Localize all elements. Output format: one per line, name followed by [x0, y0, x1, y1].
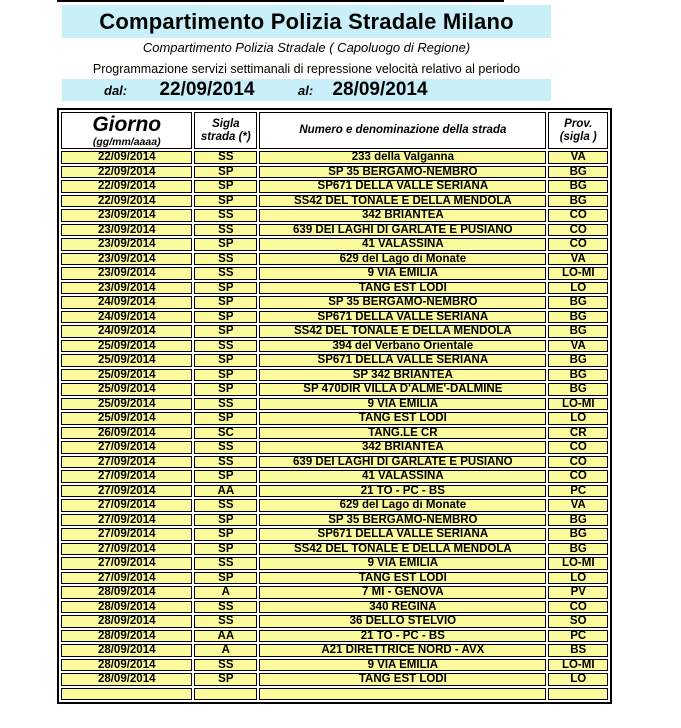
sigla-strada-cell: SS [194, 499, 257, 512]
strada-cell: TANG EST LODI [259, 572, 546, 585]
sigla-strada-cell: SS [194, 601, 257, 614]
prov-cell: LO [548, 673, 608, 686]
strada-cell: SP 35 BERGAMO-NEMBRO [259, 166, 546, 179]
table-row [61, 282, 608, 295]
strada-cell: 340 REGINA [259, 601, 546, 614]
table-row [61, 340, 608, 353]
table-row [61, 267, 608, 280]
prov-header-title: Prov. [564, 117, 593, 130]
prov-cell: LO-MI [548, 267, 608, 280]
prov-cell: CO [548, 224, 608, 237]
giorno-cell: 28/09/2014 [61, 659, 192, 672]
strada-cell: 629 del Lago di Monate [259, 253, 546, 266]
prov-cell: BG [548, 296, 608, 309]
table-row [61, 572, 608, 585]
prov-cell: CO [548, 601, 608, 614]
strada-cell: 9 VIA EMILIA [259, 557, 546, 570]
sigla-strada-cell: SP [194, 412, 257, 425]
strada-cell: SS42 DEL TONALE E DELLA MENDOLA [259, 543, 546, 556]
sigla-strada-cell: SS [194, 151, 257, 164]
prov-cell: VA [548, 151, 608, 164]
giorno-cell: 27/09/2014 [61, 572, 192, 585]
prov-cell: BG [548, 180, 608, 193]
giorno-cell: 22/09/2014 [61, 180, 192, 193]
sigla-strada-cell: SP [194, 514, 257, 527]
table-row [61, 557, 608, 570]
strada-cell: TANG EST LODI [259, 673, 546, 686]
strada-cell: A21 DIRETTRICE NORD - AVX [259, 644, 546, 657]
giorno-cell: 27/09/2014 [61, 514, 192, 527]
strada-cell: 9 VIA EMILIA [259, 267, 546, 280]
strada-cell: 629 del Lago di Monate [259, 499, 546, 512]
giorno-cell: 23/09/2014 [61, 238, 192, 251]
strada-cell: 21 TO - PC - BS [259, 630, 546, 643]
giorno-cell: 25/09/2014 [61, 369, 192, 382]
strada-cell: 639 DEI LAGHI DI GARLATE E PUSIANO [259, 224, 546, 237]
giorno-cell: 23/09/2014 [61, 282, 192, 295]
prov-cell: LO [548, 282, 608, 295]
table-row [61, 644, 608, 657]
prov-cell: LO [548, 412, 608, 425]
prov-cell: BG [548, 195, 608, 208]
strada-cell: SS42 DEL TONALE E DELLA MENDOLA [259, 195, 546, 208]
giorno-cell: 28/09/2014 [61, 673, 192, 686]
table-row [61, 601, 608, 614]
prov-cell: LO-MI [548, 659, 608, 672]
sigla-strada-cell: SP [194, 528, 257, 541]
sigla-strada-cell: SS [194, 441, 257, 454]
giorno-cell: 23/09/2014 [61, 209, 192, 222]
giorno-cell: 27/09/2014 [61, 499, 192, 512]
title-bar [62, 5, 551, 38]
giorno-header-subtitle: (gg/mm/aaaa) [92, 135, 161, 148]
column-header-prov [548, 112, 608, 149]
strada-cell: SP 342 BRIANTEA [259, 369, 546, 382]
prov-cell: CO [548, 209, 608, 222]
sigla-strada-cell: SS [194, 224, 257, 237]
sigla-strada-cell: AA [194, 485, 257, 498]
prov-cell: PV [548, 586, 608, 599]
sigla-strada-cell: SS [194, 267, 257, 280]
document-header [62, 0, 551, 101]
table-row [61, 659, 608, 672]
sigla-strada-cell [194, 688, 257, 700]
sigla-strada-cell: SP [194, 673, 257, 686]
giorno-cell: 27/09/2014 [61, 557, 192, 570]
giorno-cell: 22/09/2014 [61, 151, 192, 164]
strada-cell: SP 35 BERGAMO-NEMBRO [259, 296, 546, 309]
giorno-cell: 26/09/2014 [61, 427, 192, 440]
sigla-strada-cell: SP [194, 325, 257, 338]
strada-header-title: Numero e denominazione della strada [299, 124, 507, 136]
table-row [61, 383, 608, 396]
prov-cell [548, 688, 608, 700]
sigla-strada-cell: SP [194, 354, 257, 367]
prov-cell: BS [548, 644, 608, 657]
table-row [61, 238, 608, 251]
giorno-cell: 24/09/2014 [61, 311, 192, 324]
table-row [61, 253, 608, 266]
page-title: Compartimento Polizia Stradale Milano [99, 8, 514, 34]
giorno-cell [61, 688, 192, 700]
table-row [61, 325, 608, 338]
table-row [61, 224, 608, 237]
giorno-cell: 23/09/2014 [61, 253, 192, 266]
strada-cell: SP671 DELLA VALLE SERIANA [259, 528, 546, 541]
table-row [61, 499, 608, 512]
table-row [61, 369, 608, 382]
table-row [61, 151, 608, 164]
giorno-cell: 22/09/2014 [61, 166, 192, 179]
strada-cell: SP671 DELLA VALLE SERIANA [259, 354, 546, 367]
giorno-cell: 24/09/2014 [61, 325, 192, 338]
table-row [61, 427, 608, 440]
prov-cell: SO [548, 615, 608, 628]
giorno-cell: 27/09/2014 [61, 456, 192, 469]
giorno-cell: 27/09/2014 [61, 528, 192, 541]
table-body [61, 151, 608, 700]
sigla-strada-cell: SS [194, 615, 257, 628]
table-row [61, 209, 608, 222]
giorno-cell: 25/09/2014 [61, 383, 192, 396]
prov-cell: BG [548, 311, 608, 324]
sigla-strada-cell: A [194, 586, 257, 599]
table-row [61, 615, 608, 628]
sigla-strada-cell: SS [194, 659, 257, 672]
prov-cell: CO [548, 456, 608, 469]
sigla-strada-cell: AA [194, 630, 257, 643]
strada-cell: SP671 DELLA VALLE SERIANA [259, 180, 546, 193]
sigla-strada-cell: SP [194, 166, 257, 179]
table-row [61, 441, 608, 454]
sigla-header-subtitle: strada (*) [200, 130, 251, 143]
strada-cell: 7 MI - GENOVA [259, 586, 546, 599]
sigla-strada-cell: A [194, 644, 257, 657]
prov-cell: LO-MI [548, 557, 608, 570]
giorno-cell: 25/09/2014 [61, 340, 192, 353]
strada-cell: 342 BRIANTEA [259, 441, 546, 454]
sigla-strada-cell: SS [194, 209, 257, 222]
table-row [61, 195, 608, 208]
prov-cell: CO [548, 441, 608, 454]
table-row [61, 456, 608, 469]
sigla-strada-cell: SP [194, 311, 257, 324]
sigla-strada-cell: SP [194, 383, 257, 396]
giorno-cell: 27/09/2014 [61, 470, 192, 483]
strada-cell: SS42 DEL TONALE E DELLA MENDOLA [259, 325, 546, 338]
giorno-cell: 22/09/2014 [61, 195, 192, 208]
strada-cell: TANG.LE CR [259, 427, 546, 440]
giorno-cell: 28/09/2014 [61, 601, 192, 614]
table-row [61, 630, 608, 643]
strada-cell: SP 35 BERGAMO-NEMBRO [259, 514, 546, 527]
table-row [61, 470, 608, 483]
strada-cell: 41 VALASSINA [259, 238, 546, 251]
prov-cell: BG [548, 514, 608, 527]
table-row [61, 528, 608, 541]
prov-cell: BG [548, 166, 608, 179]
prov-cell: PC [548, 630, 608, 643]
sigla-strada-cell: SP [194, 282, 257, 295]
table-header [61, 112, 608, 149]
table-row [61, 180, 608, 193]
prov-cell: VA [548, 253, 608, 266]
sigla-strada-cell: SP [194, 195, 257, 208]
prov-cell: BG [548, 354, 608, 367]
giorno-cell: 25/09/2014 [61, 398, 192, 411]
sigla-strada-cell: SP [194, 180, 257, 193]
prov-cell: CR [548, 427, 608, 440]
prov-header-subtitle: (sigla ) [559, 130, 597, 143]
strada-cell: 9 VIA EMILIA [259, 659, 546, 672]
giorno-header-title: Giorno [92, 112, 162, 136]
sigla-strada-cell: SP [194, 470, 257, 483]
column-header-sigla-strada [194, 112, 257, 149]
schedule-table [57, 108, 612, 704]
strada-cell: TANG EST LODI [259, 412, 546, 425]
sigla-strada-cell: SP [194, 369, 257, 382]
sigla-strada-cell: SS [194, 557, 257, 570]
prov-cell: BG [548, 383, 608, 396]
prov-cell: PC [548, 485, 608, 498]
strada-cell: TANG EST LODI [259, 282, 546, 295]
dal-label: dal: [104, 83, 128, 98]
sigla-strada-cell: SS [194, 253, 257, 266]
sigla-strada-cell: SP [194, 572, 257, 585]
prov-cell: BG [548, 543, 608, 556]
prov-cell: BG [548, 325, 608, 338]
strada-cell: SP 470DIR VILLA D'ALME'-DALMINE [259, 383, 546, 396]
prov-cell: BG [548, 369, 608, 382]
prov-cell: LO-MI [548, 398, 608, 411]
prov-cell: CO [548, 470, 608, 483]
sigla-header-title: Sigla [212, 117, 240, 130]
giorno-cell: 23/09/2014 [61, 267, 192, 280]
giorno-cell: 28/09/2014 [61, 586, 192, 599]
prov-cell: VA [548, 499, 608, 512]
giorno-cell: 27/09/2014 [61, 485, 192, 498]
giorno-cell: 23/09/2014 [61, 224, 192, 237]
giorno-cell: 25/09/2014 [61, 354, 192, 367]
table-row [61, 166, 608, 179]
sigla-strada-cell: SS [194, 398, 257, 411]
giorno-cell: 28/09/2014 [61, 615, 192, 628]
period-start-date: 22/09/2014 [159, 79, 255, 100]
strada-cell: 342 BRIANTEA [259, 209, 546, 222]
strada-cell: SP671 DELLA VALLE SERIANA [259, 311, 546, 324]
sigla-strada-cell: SP [194, 296, 257, 309]
column-header-giorno [61, 112, 192, 149]
sigla-strada-cell: SP [194, 238, 257, 251]
prov-cell: LO [548, 572, 608, 585]
strada-cell: 41 VALASSINA [259, 470, 546, 483]
giorno-cell: 28/09/2014 [61, 644, 192, 657]
strada-cell: 233 della Valganna [259, 151, 546, 164]
giorno-cell: 28/09/2014 [61, 630, 192, 643]
table-row [61, 688, 608, 700]
strada-cell: 21 TO - PC - BS [259, 485, 546, 498]
strada-cell [259, 688, 546, 700]
sigla-strada-cell: SP [194, 543, 257, 556]
table-row [61, 296, 608, 309]
table-row [61, 354, 608, 367]
giorno-cell: 25/09/2014 [61, 412, 192, 425]
sigla-strada-cell: SC [194, 427, 257, 440]
al-label: al: [298, 83, 314, 98]
table-row [61, 514, 608, 527]
table-row [61, 398, 608, 411]
period-description: Programmazione servizi settimanali di repressione velocità relativo al periodo [92, 62, 521, 76]
strada-cell: 639 DEI LAGHI DI GARLATE E PUSIANO [259, 456, 546, 469]
prov-cell: CO [548, 238, 608, 251]
table-row [61, 586, 608, 599]
period-bar [62, 79, 551, 101]
prov-cell: BG [548, 528, 608, 541]
table-row [61, 485, 608, 498]
table-row [61, 412, 608, 425]
table-row [61, 673, 608, 686]
column-header-strada [259, 112, 546, 149]
giorno-cell: 24/09/2014 [61, 296, 192, 309]
sigla-strada-cell: SS [194, 340, 257, 353]
strada-cell: 394 del Verbano Orientale [259, 340, 546, 353]
period-end-date: 28/09/2014 [332, 79, 428, 100]
prov-cell: VA [548, 340, 608, 353]
sigla-strada-cell: SS [194, 456, 257, 469]
table-row [61, 543, 608, 556]
table-row [61, 311, 608, 324]
strada-cell: 36 DELLO STELVIO [259, 615, 546, 628]
giorno-cell: 27/09/2014 [61, 441, 192, 454]
strada-cell: 9 VIA EMILIA [259, 398, 546, 411]
page-subtitle: Compartimento Polizia Stradale ( Capoluogo di Regione) [142, 40, 471, 55]
giorno-cell: 27/09/2014 [61, 543, 192, 556]
